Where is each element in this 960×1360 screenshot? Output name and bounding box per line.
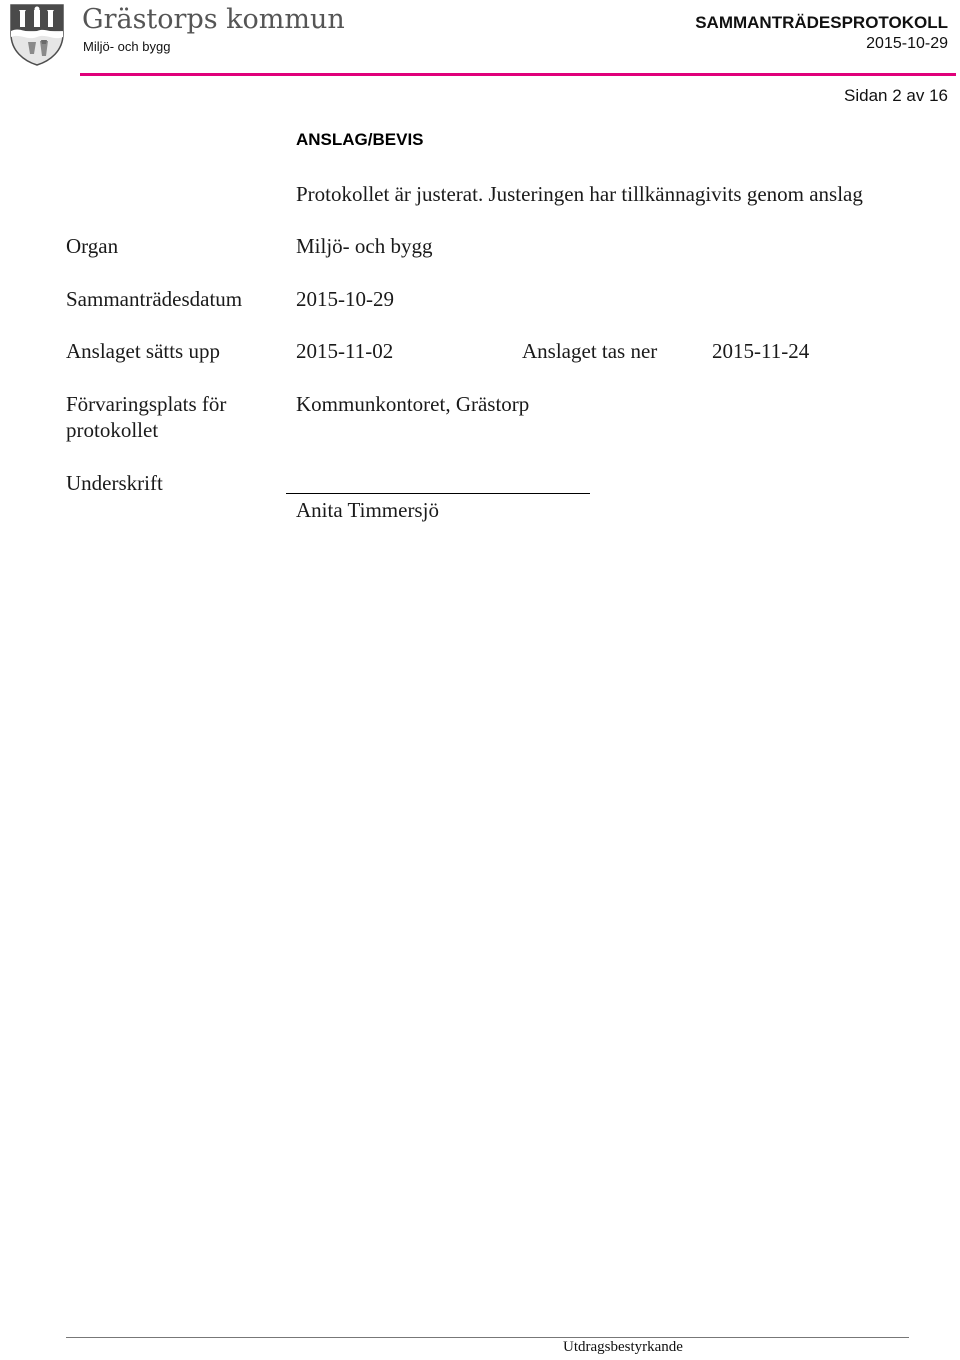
meeting-date-label: Sammanträdesdatum: [66, 287, 243, 311]
organization-unit: Miljö- och bygg: [83, 39, 171, 54]
organ-value: Miljö- och bygg: [296, 234, 433, 258]
page-number: Sidan 2 av 16: [844, 86, 948, 105]
footer-divider: [66, 1337, 909, 1338]
signature-line: [286, 493, 590, 494]
storage-label-line1: Förvaringsplats för: [66, 392, 227, 416]
signature-label: Underskrift: [66, 471, 163, 495]
signatory-name: Anita Timmersjö: [296, 498, 439, 522]
footer-label: Utdragsbestyrkande: [563, 1339, 683, 1355]
organization-name: Grästorps kommun: [82, 4, 345, 35]
section-heading: ANSLAG/BEVIS: [296, 130, 424, 149]
header-divider: [80, 73, 956, 76]
document-type: SAMMANTRÄDESPROTOKOLL: [695, 13, 948, 32]
municipal-coat-of-arms-icon: [10, 4, 64, 66]
removed-date-label: Anslaget tas ner: [522, 339, 658, 363]
removed-date-value: 2015-11-24: [712, 339, 810, 363]
document-date: 2015-10-29: [866, 35, 948, 52]
organ-label: Organ: [66, 234, 119, 258]
posted-date-label: Anslaget sätts upp: [66, 339, 220, 363]
posted-date-value: 2015-11-02: [296, 339, 394, 363]
storage-location-value: Kommunkontoret, Grästorp: [296, 392, 530, 416]
storage-label-line2: protokollet: [66, 418, 159, 442]
adjustment-statement: Protokollet är justerat. Justeringen har tillkännagivits genom anslag: [296, 182, 863, 206]
meeting-date-value: 2015-10-29: [296, 287, 394, 311]
